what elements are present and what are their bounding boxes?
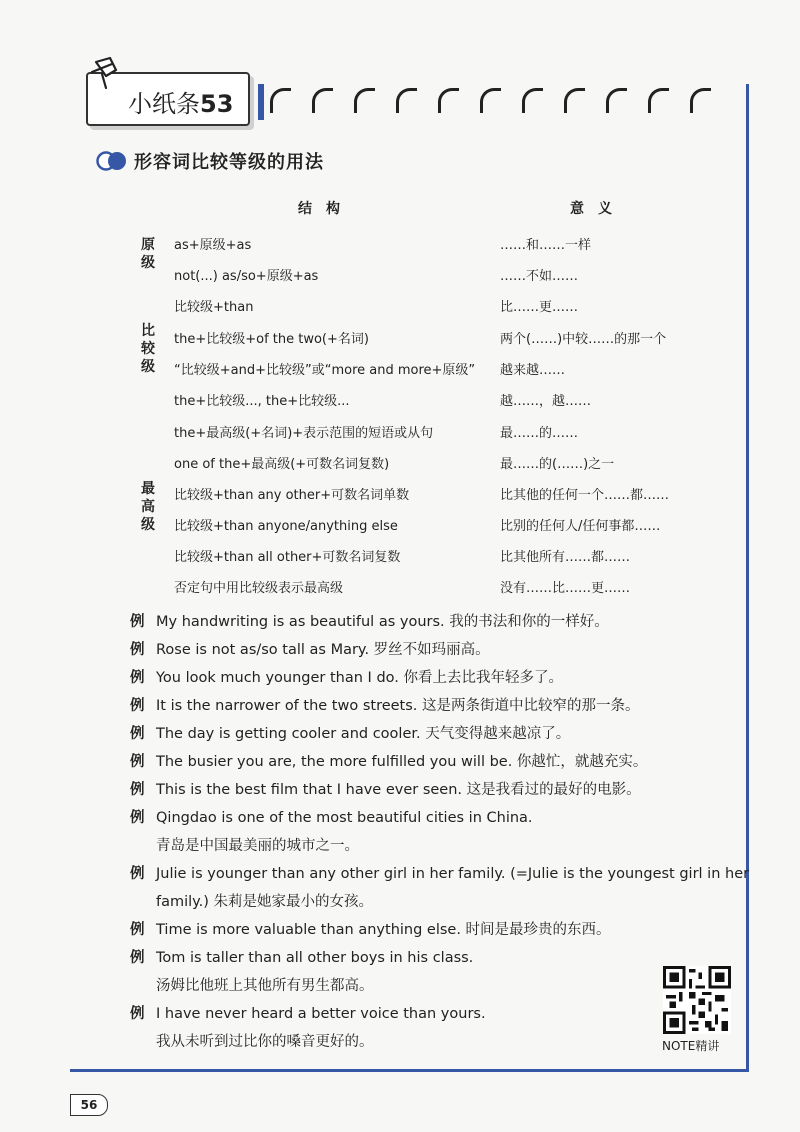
- meaning-cell: 越来越……: [500, 363, 566, 378]
- spiral-ring-icon: [522, 88, 543, 113]
- structure-cell: 比较级+than any other+可数名词单数: [174, 488, 410, 503]
- structure-cell: one of the+最高级(+可数名词复数): [174, 457, 390, 472]
- meaning-cell: 没有……比……更……: [500, 581, 631, 596]
- double-circle-icon: [96, 150, 128, 172]
- structure-cell: 比较级+than: [174, 300, 254, 315]
- meaning-cell: 最……的……: [500, 426, 579, 441]
- example-text: Time is more valuable than anything else. 时间是最珍贵的东西。: [156, 922, 611, 938]
- meaning-cell: ……不如……: [500, 269, 579, 284]
- note-title-prefix: 小纸条: [128, 90, 200, 118]
- table-row: [174, 234, 740, 264]
- spiral-ring-icon: [690, 88, 711, 113]
- qr-code-icon[interactable]: [661, 966, 733, 1034]
- note-title: [128, 84, 233, 119]
- example-mark: 例: [130, 698, 145, 714]
- group-label-comparative: 比较级: [141, 323, 155, 375]
- structure-cell: not(...) as/so+原级+as: [174, 269, 319, 284]
- title-card: [86, 72, 250, 126]
- example-text: This is the best film that I have ever seen. 这是我看过的最好的电影。: [156, 782, 641, 798]
- example-text: I have never heard a better voice than yours.: [156, 1006, 486, 1022]
- table-row: [174, 359, 740, 389]
- example-text: The day is getting cooler and cooler. 天气变得越来越凉了。: [156, 726, 571, 742]
- table-row: [174, 296, 740, 326]
- table-row: [174, 577, 740, 607]
- table-row: [174, 265, 740, 295]
- example-text: Tom is taller than all other boys in his class.: [156, 950, 474, 966]
- spiral-ring-icon: [438, 88, 459, 113]
- example-text: It is the narrower of the two streets. 这是两条街道中比较窄的那一条。: [156, 698, 640, 714]
- example-translation: 我从未听到过比你的嗓音更好的。: [156, 1034, 374, 1050]
- structure-cell: 否定句中用比较级表示最高级: [174, 581, 344, 596]
- meaning-cell: ……和……一样: [500, 238, 592, 253]
- example-mark: 例: [130, 726, 145, 742]
- example-mark: 例: [130, 950, 145, 966]
- example-mark: 例: [130, 754, 145, 770]
- page-number: 56: [70, 1094, 108, 1116]
- note-label: NOTE精讲: [662, 1039, 720, 1053]
- structure-cell: “比较级+and+比较级”或“more and more+原级”: [174, 363, 476, 378]
- example-mark: 例: [130, 810, 145, 826]
- meaning-cell: 比别的任何人/任何事都……: [500, 519, 661, 534]
- note-title-number: 53: [200, 90, 234, 118]
- table-row: [174, 422, 740, 452]
- example-text: My handwriting is as beautiful as yours. 我的书法和你的一样好。: [156, 614, 609, 630]
- section-title: 形容词比较等级的用法: [134, 152, 324, 173]
- structure-cell: 比较级+than all other+可数名词复数: [174, 550, 401, 565]
- table-row: [174, 390, 740, 420]
- example-translation: family.) 朱莉是她家最小的女孩。: [156, 894, 374, 910]
- example-text: Rose is not as/so tall as Mary. 罗丝不如玛丽高。: [156, 642, 490, 658]
- pushpin-icon: [82, 54, 124, 96]
- example-mark: 例: [130, 614, 145, 630]
- group-label-superlative: 最高级: [141, 481, 155, 533]
- table-row: [174, 484, 740, 514]
- example-text: Qingdao is one of the most beautiful cities in China.: [156, 810, 533, 826]
- table-row: [174, 328, 740, 358]
- example-mark: 例: [130, 922, 145, 938]
- column-header-structure: 结 构: [298, 201, 340, 217]
- structure-cell: 比较级+than anyone/anything else: [174, 519, 398, 534]
- spiral-ring-icon: [606, 88, 627, 113]
- meaning-cell: 最……的(……)之一: [500, 457, 615, 472]
- example-mark: 例: [130, 782, 145, 798]
- example-text: Julie is younger than any other girl in her family. (=Julie is the youngest girl in her: [156, 866, 750, 882]
- spiral-binding: [270, 88, 740, 114]
- column-header-meaning: 意 义: [570, 201, 612, 217]
- meaning-cell: 比……更……: [500, 300, 579, 315]
- meaning-cell: 比其他所有……都……: [500, 550, 631, 565]
- example-mark: 例: [130, 670, 145, 686]
- group-label-positive: 原级: [141, 237, 155, 271]
- spiral-ring-icon: [396, 88, 417, 113]
- table-row: [174, 515, 740, 545]
- table-row: [174, 453, 740, 483]
- structure-cell: the+比较级+of the two(+名词): [174, 332, 369, 347]
- spiral-ring-icon: [480, 88, 501, 113]
- table-row: [174, 546, 740, 576]
- example-mark: 例: [130, 866, 145, 882]
- example-translation: 青岛是中国最美丽的城市之一。: [156, 838, 359, 854]
- structure-cell: the+比较级..., the+比较级...: [174, 394, 350, 409]
- spiral-ring-icon: [270, 88, 291, 113]
- meaning-cell: 两个(……)中较……的那一个: [500, 332, 667, 347]
- spiral-ring-icon: [312, 88, 333, 113]
- example-text: The busier you are, the more fulfilled you will be. 你越忙，就越充实。: [156, 754, 648, 770]
- spiral-ring-icon: [564, 88, 585, 113]
- spiral-ring-icon: [648, 88, 669, 113]
- structure-cell: the+最高级(+名词)+表示范围的短语或从句: [174, 426, 434, 441]
- spiral-ring-icon: [354, 88, 375, 113]
- structure-cell: as+原级+as: [174, 238, 252, 253]
- example-mark: 例: [130, 1006, 145, 1022]
- title-divider: [258, 84, 264, 120]
- example-text: You look much younger than I do. 你看上去比我年轻多了。: [156, 670, 563, 686]
- meaning-cell: 越……，越……: [500, 394, 592, 409]
- meaning-cell: 比其他的任何一个……都……: [500, 488, 670, 503]
- example-mark: 例: [130, 642, 145, 658]
- example-translation: 汤姆比他班上其他所有男生都高。: [156, 978, 374, 994]
